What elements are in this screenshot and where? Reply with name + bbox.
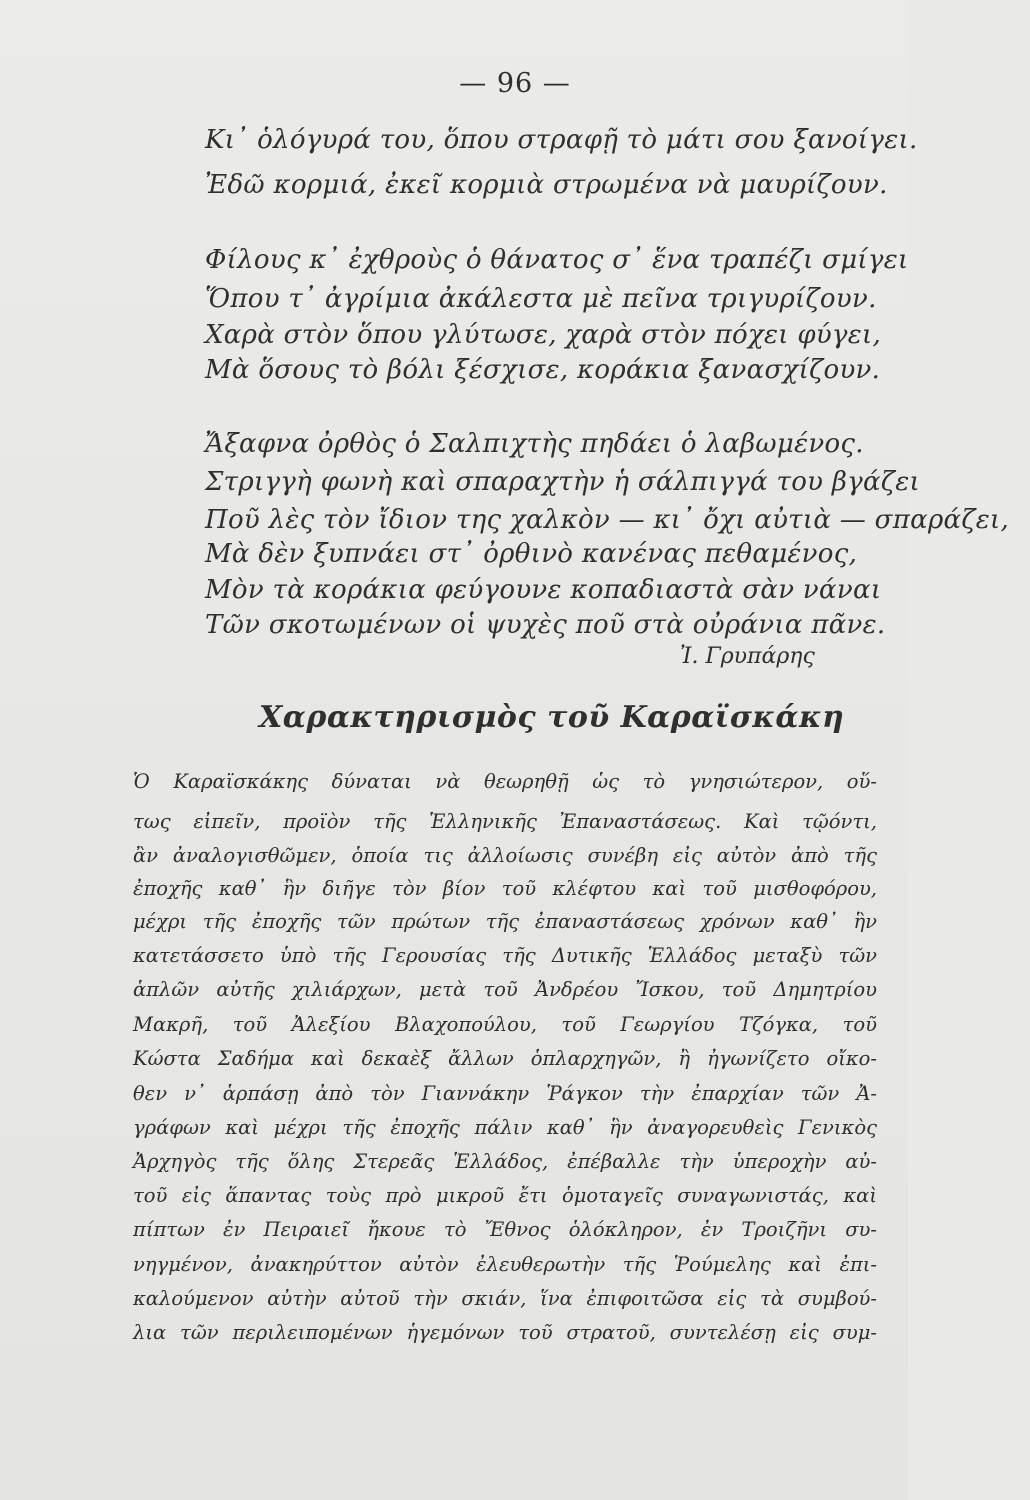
poem-line: Κι᾽ ὁλόγυρά του, ὅπου στραφῇ τὸ μάτι σου ξανοίγει. xyxy=(205,125,918,155)
poem-line: Μὸν τὰ κοράκια φεύγουνε κοπαδιαστὰ σὰν νάναι xyxy=(205,575,882,605)
poem-line: Φίλους κ᾽ ἐχθροὺς ὁ θάνατος σ᾽ ἕνα τραπέζι σμίγει xyxy=(205,245,909,275)
section-title: Χαρακτηρισμὸς τοῦ Καραϊσκάκη xyxy=(259,700,845,735)
prose-line: Ὁ Καραϊσκάκης δύναται νὰ θεωρηθῇ ὡς τὸ γνησιώτερον, οὕ- xyxy=(133,770,877,793)
prose-line: ἂν ἀναλογισθῶμεν, ὁποία τις ἀλλοίωσις συνέβη εἰς αὐτὸν ἀπὸ τῆς xyxy=(133,844,877,867)
poem-line: Ὅπου τ᾽ ἀγρίμια ἀκάλεστα μὲ πεῖνα τριγυρίζουν. xyxy=(205,284,877,314)
poem-line: Μὰ ὅσους τὸ βόλι ξέσχισε, κοράκια ξανασχίζουν. xyxy=(205,355,881,385)
prose-line: ἐποχῆς καθ᾽ ἣν διῆγε τὸν βίον τοῦ κλέφτου καὶ τοῦ μισθοφόρου, xyxy=(133,877,877,900)
prose-line: κατετάσσετο ὑπὸ τῆς Γερουσίας τῆς Δυτικῆς Ἑλλάδος μεταξὺ τῶν xyxy=(133,944,877,967)
prose-line: λια τῶν περιλειπομένων ἡγεμόνων τοῦ στρατοῦ, συντελέσῃ εἰς συμ- xyxy=(133,1321,877,1344)
prose-line: τως εἰπεῖν, προϊὸν τῆς Ἑλληνικῆς Ἐπαναστάσεως. Καὶ τῷόντι, xyxy=(133,810,877,833)
poem-line: Ποῦ λὲς τὸν ἴδιον της χαλκὸν — κι᾽ ὄχι αὐτιὰ — σπαράζει, xyxy=(205,505,1010,535)
prose-line: μέχρι τῆς ἐποχῆς τῶν πρώτων τῆς ἐπαναστάσεως χρόνων καθ᾽ ἣν xyxy=(133,910,877,933)
poem-line: Στριγγὴ φωνὴ καὶ σπαραχτὴν ἡ σάλπιγγά του βγάζει xyxy=(205,467,920,497)
prose-line: τοῦ εἰς ἅπαντας τοὺς πρὸ μικροῦ ἔτι ὁμοταγεῖς συναγωνιστάς, καὶ xyxy=(133,1184,877,1207)
prose-line: γράφων καὶ μέχρι τῆς ἐποχῆς πάλιν καθ᾽ ἣν ἀναγορευθεὶς Γενικὸς xyxy=(133,1116,877,1139)
prose-line: πίπτων ἐν Πειραιεῖ ἤκουε τὸ Ἔθνος ὁλόκληρον, ἐν Τροιζῆνι συ- xyxy=(133,1218,877,1241)
poem-line: Χαρὰ στὸν ὅπου γλύτωσε, χαρὰ στὸν πόχει φύγει, xyxy=(205,320,882,350)
prose-line: θεν ν᾽ ἁρπάσῃ ἀπὸ τὸν Γιαννάκην Ῥάγκον τὴν ἐπαρχίαν τῶν Ἀ- xyxy=(133,1082,877,1105)
poem-line: Ἐδῶ κορμιά, ἐκεῖ κορμιὰ στρωμένα νὰ μαυρίζουν. xyxy=(205,170,888,200)
prose-line: ἁπλῶν αὐτῆς χιλιάρχων, μετὰ τοῦ Ἀνδρέου Ἴσκου, τοῦ Δημητρίου xyxy=(133,978,877,1001)
prose-line: Ἀρχηγὸς τῆς ὅλης Στερεᾶς Ἑλλάδος, ἐπέβαλλε τὴν ὑπεροχὴν αὐ- xyxy=(133,1150,877,1173)
prose-line: νηγμένον, ἀνακηρύττον αὐτὸν ἐλευθερωτὴν τῆς Ῥούμελης καὶ ἐπι- xyxy=(133,1253,877,1276)
page-number: — 96 — xyxy=(459,68,571,99)
prose-line: Μακρῆ, τοῦ Ἀλεξίου Βλαχοπούλου, τοῦ Γεωργίου Τζόγκα, τοῦ xyxy=(133,1013,877,1036)
poem-attribution: Ἰ. Γρυπάρης xyxy=(680,644,815,669)
prose-line: Κώστα Σαδήμα καὶ δεκαὲξ ἄλλων ὁπλαρχηγῶν, ἢ ἠγωνίζετο οἴκο- xyxy=(133,1047,877,1070)
poem-line: Ἄξαφνα ὀρθὸς ὁ Σαλπιχτὴς πηδάει ὁ λαβωμένος. xyxy=(205,429,864,459)
poem-line: Τῶν σκοτωμένων οἱ ψυχὲς ποῦ στὰ οὐράνια πᾶνε. xyxy=(205,610,886,640)
poem-line: Μὰ δὲν ξυπνάει στ᾽ ὀρθινὸ κανένας πεθαμένος, xyxy=(205,539,858,569)
prose-line: καλούμενον αὐτὴν αὐτοῦ τὴν σκιάν, ἵνα ἐπιφοιτῶσα εἰς τὰ συμβού- xyxy=(133,1287,877,1310)
